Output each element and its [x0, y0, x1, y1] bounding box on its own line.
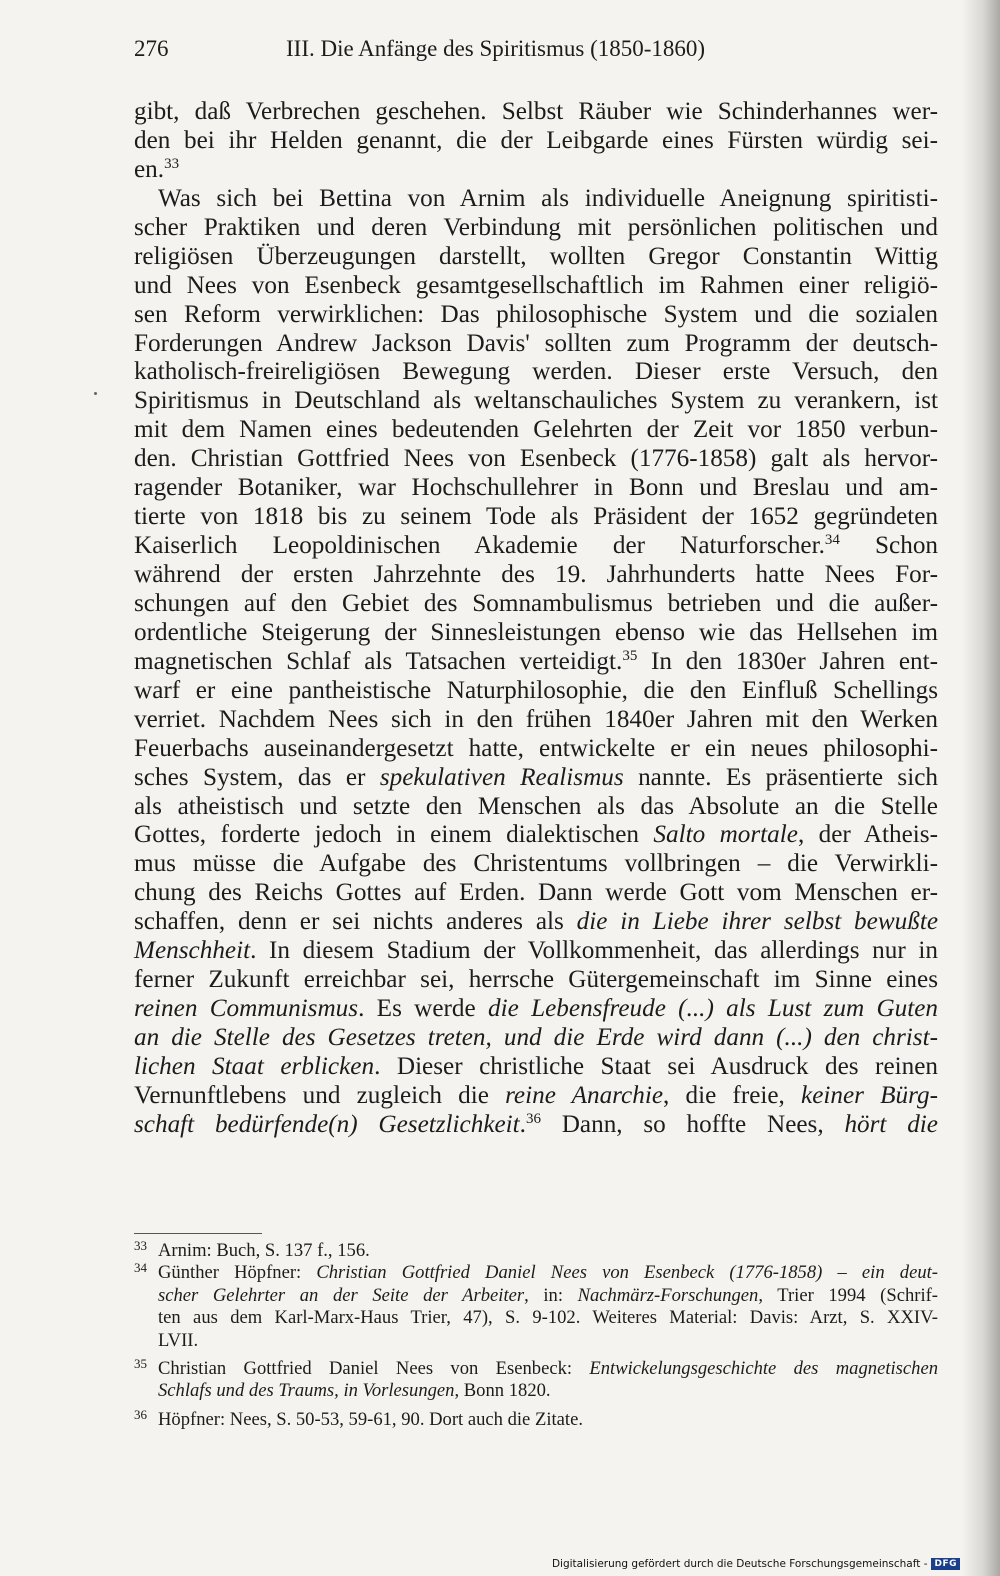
footnote-35: 35 Christian Gottfried Daniel Nees von Esenbeck: Entwickelungsgeschichte des magnetischen Schlafs und des Traums, in Vorlesungen, Bonn 1820. [134, 1355, 938, 1402]
footnote-ref[interactable]: 33 [164, 155, 180, 172]
text-line: warf er eine pantheistische Naturphilosophie, die den Einfluß Schellings [134, 676, 938, 704]
margin-mark [94, 392, 97, 395]
text-line: gibt, daß Verbrechen geschehen. Selbst Räuber wie Schinderhannes wer- [134, 98, 938, 125]
text-line: magnetischen Schlaf als Tatsachen verteidigt.$^{35}$ In den 1830er Jahren ent- [134, 647, 939, 675]
footnote-ref[interactable]: 35 [622, 647, 638, 664]
text-line: verriet. Nachdem Nees sich in den frühen 1840er Jahren mit den Werken [134, 705, 938, 733]
text-line: Was sich bei Bettina von Arnim als individuelle Aneignung spiritisti- [158, 184, 938, 212]
page-edge-shadow [962, 0, 1000, 1576]
text-line: schungen auf den Gebiet des Somnambulismus betrieben und die außer- [134, 589, 938, 617]
text-line: Feuerbachs auseinandergesetzt hatte, entwickelte er ein neues philosophi- [134, 734, 938, 762]
footnotes [134, 1240, 938, 1431]
text-line: sen Reform verwirklichen: Das philosophische System und die sozialen [134, 300, 938, 328]
page-header [134, 36, 938, 70]
text-line: sches System, das er spekulativen Realismus nannte. Es präsentierte sich [134, 763, 938, 791]
footnote-ref[interactable]: 34 [824, 532, 840, 549]
text-line: den. Christian Gottfried Nees von Esenbeck (1776-1858) galt als hervor- [134, 445, 938, 473]
text-line: als atheistisch und setzte den Menschen als das Absolute an die Stelle [134, 792, 938, 820]
text-line: den bei ihr Helden genannt, die der Leibgarde eines Fürsten würdig sei- [134, 126, 938, 154]
text-line: schaft bedürfende(n) Gesetzlichkeit.$^{36}$ Dann, so hoffte Nees, hört die [134, 1110, 938, 1138]
text-line: chung des Reichs Gottes auf Erden. Dann werde Gott vom Menschen er- [134, 879, 938, 907]
text-line: während der ersten Jahrzehnte des 19. Jahrhunderts hatte Nees For- [134, 561, 938, 588]
text-line: ordentliche Steigerung der Sinnesleistungen ebenso wie das Hellsehen im [134, 618, 938, 646]
text-line: an die Stelle des Gesetzes treten, und die Erde wird dann (...) den christ- [134, 1024, 938, 1051]
text-line: religiösen Überzeugungen darstellt, wollten Gregor Constantin Wittig [134, 242, 938, 270]
text-line: mit dem Namen eines bedeutenden Gelehrten der Zeit vor 1850 verbun- [134, 416, 938, 444]
text-line: ferner Zukunft erreichbar sei, herrsche Gütergemeinschaft im Sinne eines [134, 966, 938, 994]
digitization-footer [552, 1558, 960, 1570]
text-line: reinen Communismus. Es werde die Lebensfreude (...) als Lust zum Guten [134, 995, 939, 1023]
text-line: scher Praktiken und deren Verbindung mit persönlichen politischen und [134, 213, 938, 241]
text-line: und Nees von Esenbeck gesamtgesellschaftlich im Rahmen einer religiö- [134, 271, 938, 299]
text-line: schaffen, denn er sei nichts anderes als die in Liebe ihrer selbst bewußte [134, 908, 938, 936]
text-line: Vernunftlebens und zugleich die reine Anarchie, die freie, keiner Bürg- [134, 1081, 938, 1109]
text-line: mus müsse die Aufgabe des Christentums vollbringen – die Verwirkli- [134, 850, 938, 878]
dfg-logo: DFG [931, 1558, 960, 1570]
text-line: Kaiserlich Leopoldinischen Akademie der Naturforscher.$^{34}$ Schon [134, 532, 939, 560]
text-line: katholisch-freireligiösen Bewegung werden. Dieser erste Versuch, den [134, 358, 938, 386]
text-line: Gottes, forderte jedoch in einem dialektischen Salto mortale, der Atheis- [134, 821, 938, 849]
running-head: III. Die Anfänge des Spiritismus (1850-1860) [286, 36, 706, 61]
text-line: lichen Staat erblicken. Dieser christliche Staat sei Ausdruck des reinen [134, 1052, 938, 1080]
footer-text: Digitalisierung gefördert durch die Deutsche Forschungsgemeinschaft - [551, 1558, 928, 1570]
footnote-34: 34 Günther Höpfner: Christian Gottfried Daniel Nees von Esenbeck (1776-1858) – ein deut- scher Gelehrter an der Seite der Arbeiter, in: Nachmärz-Forschungen, Trier 1994 (Schrif- ten aus dem Karl-Marx-Haus Trier, 47), S. 9-102. Weiteres Material: Davis: Arzt, S. XXIV- LVII. [134, 1260, 938, 1351]
body-text [134, 98, 938, 1140]
text-line: Spiritismus in Deutschland als weltanschauliches System zu verankern, ist [134, 387, 938, 415]
footnote-33: 33 Arnim: Buch, S. 137 f., 156. [134, 1238, 370, 1261]
footnote-separator [134, 1233, 262, 1234]
text-line: Forderungen Andrew Jackson Davis' sollten zum Programm der deutsch- [134, 329, 938, 357]
page-number: 276 [134, 36, 169, 61]
text-line: Menschheit. In diesem Stadium der Vollkommenheit, das allerdings nur in [134, 937, 938, 965]
text-line: ragender Botaniker, war Hochschullehrer in Bonn und Breslau und am- [134, 474, 938, 502]
footnote-ref[interactable]: 36 [525, 1110, 541, 1127]
footnote-36: 36 Höpfner: Nees, S. 50-53, 59-61, 90. Dort auch die Zitate. [134, 1406, 583, 1430]
text-line: en.$^{33}$ [134, 155, 180, 183]
text-line: tierte von 1818 bis zu seinem Tode als Präsident der 1652 gegründeten [134, 503, 938, 531]
